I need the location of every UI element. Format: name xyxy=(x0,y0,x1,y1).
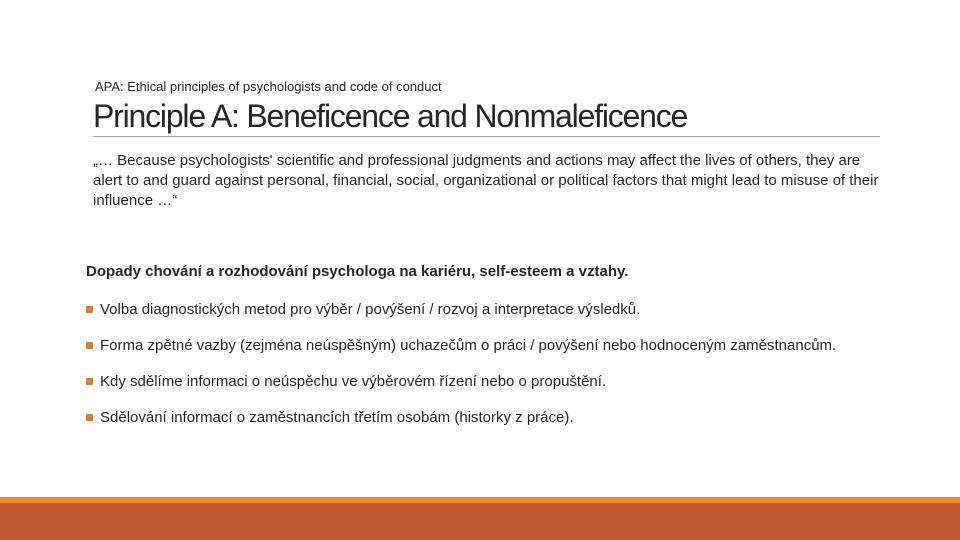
bullet-text: Sdělování informací o zaměstnancích třetím osobám (historky z práce). xyxy=(100,409,574,426)
bullet-list xyxy=(86,299,876,443)
bullet-text: Kdy sdělíme informaci o neúspěchu ve výběrovém řízení nebo o propuštění. xyxy=(100,373,607,390)
bullet-text: Forma zpětné vazby (zejména neúspěšným) uchazečům o práci / povýšení nebo hodnoceným zaměstnancům. xyxy=(100,337,837,354)
square-bullet-icon xyxy=(86,342,93,349)
bullet-item xyxy=(86,371,876,393)
slide-subtitle: APA: Ethical principles of psychologists and code of conduct xyxy=(95,79,442,94)
footer-band xyxy=(0,503,960,540)
bullet-text: Volba diagnostických metod pro výběr / povýšení / rozvoj a interpretace výsledků. xyxy=(100,301,641,318)
section-heading: Dopady chování a rozhodování psychologa na kariéru, self-esteem a vztahy. xyxy=(86,263,629,280)
bullet-item xyxy=(86,335,876,357)
square-bullet-icon xyxy=(86,378,93,385)
slide-title: Principle A: Beneficence and Nonmaleficence xyxy=(93,98,688,134)
square-bullet-icon xyxy=(86,414,93,421)
bullet-item xyxy=(86,299,876,321)
square-bullet-icon xyxy=(86,306,93,313)
title-divider xyxy=(93,136,880,137)
bullet-item xyxy=(86,407,876,429)
quote-text: „… Because psychologists' scientific and professional judgments and actions may affect the lives of others, they are alert to and guard against personal, financial, social, organizational or political factors that might lead to misuse of their influence …“ xyxy=(93,152,879,209)
